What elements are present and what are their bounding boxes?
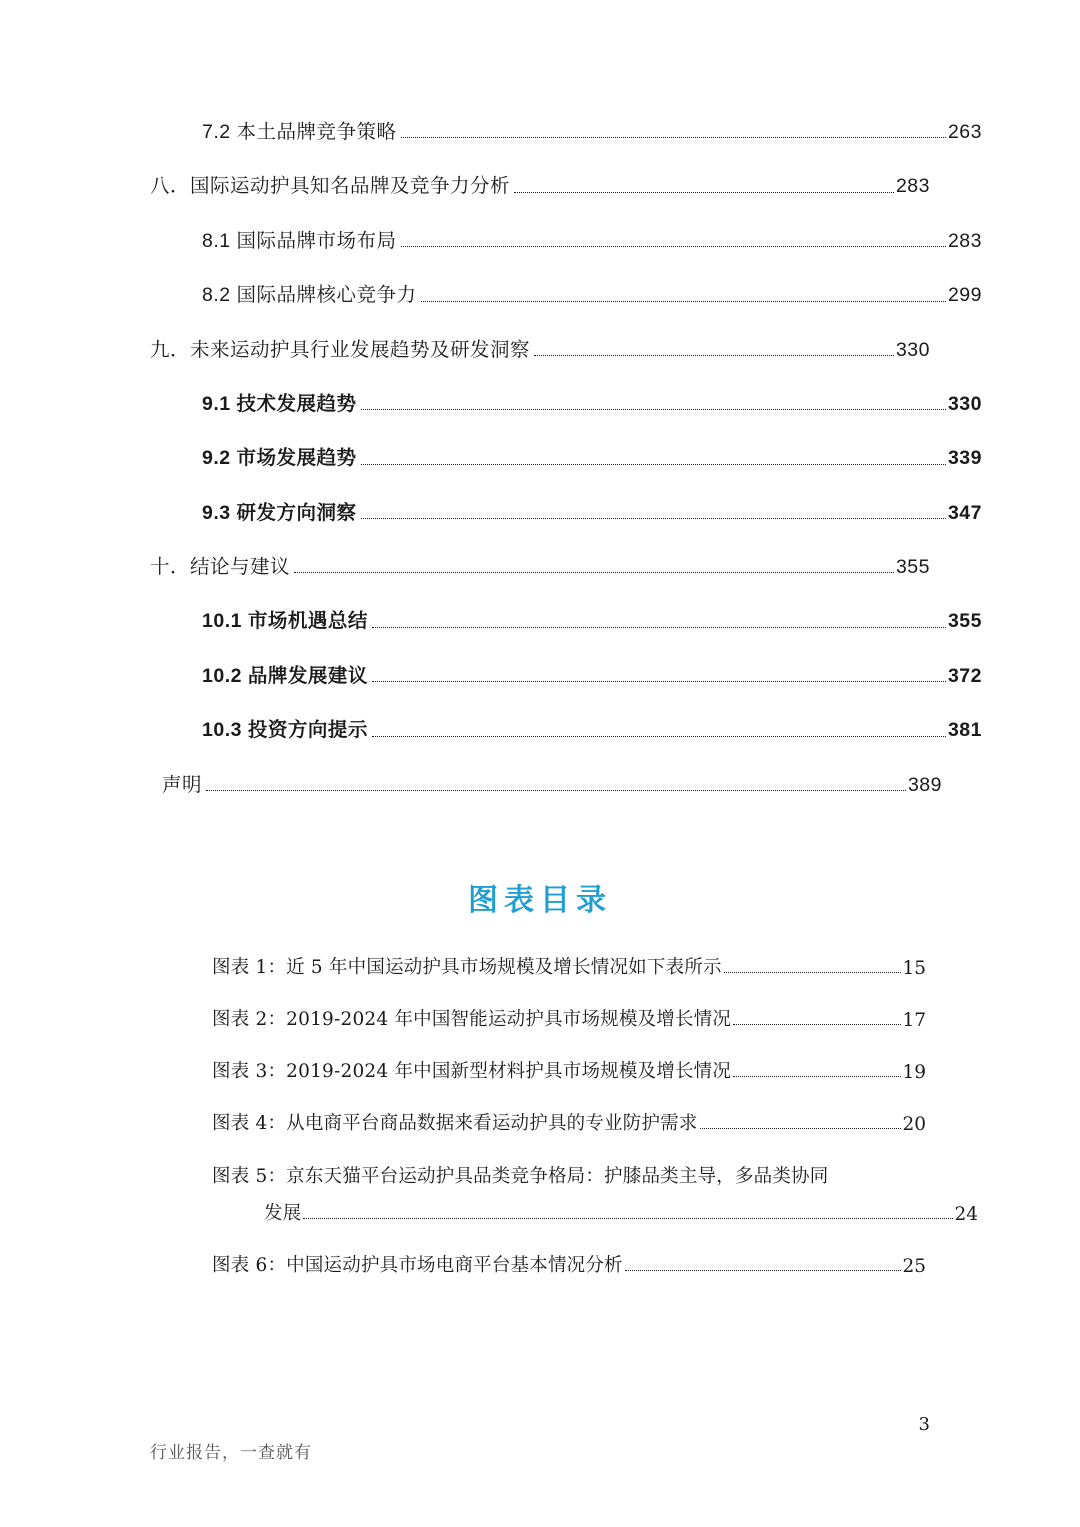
figure-entry-page: 17 — [902, 1009, 926, 1031]
figure-entry-label: 图表 5：京东天猫平台运动护具品类竞争格局：护膝品类主导，多品类协同 — [212, 1165, 829, 1187]
toc-entry-page: 372 — [947, 664, 982, 687]
figure-entry[interactable] — [212, 1109, 926, 1135]
toc-entry[interactable] — [150, 174, 930, 198]
toc-leader-dots — [206, 789, 906, 791]
toc-entry-label: 10.3 投资方向提示 — [202, 719, 368, 742]
figure-entry-label: 图表 1：近 5 年中国运动护具市场规模及增长情况如下表所示 — [212, 956, 722, 978]
toc-entry-page: 299 — [947, 284, 982, 307]
figure-entry[interactable] — [212, 1161, 926, 1193]
figure-entry-continuation[interactable] — [212, 1199, 978, 1225]
figure-entry-page: 24 — [954, 1204, 978, 1226]
toc-entry-label: 声明 — [162, 773, 203, 796]
toc-entry-page: 355 — [947, 610, 982, 633]
toc-entry[interactable] — [150, 338, 930, 362]
figure-entry-page: 19 — [902, 1061, 926, 1083]
toc-entry-page: 263 — [947, 121, 982, 143]
toc-entry-label: 八．国际运动护具知名品牌及竞争力分析 — [150, 175, 511, 198]
toc-entry[interactable] — [150, 392, 982, 416]
toc-entry-page: 389 — [907, 773, 942, 796]
toc-entry-label: 10.1 市场机遇总结 — [202, 610, 368, 633]
toc-entry-label: 9.1 技术发展趋势 — [202, 392, 357, 415]
toc-entry-label: 九．未来运动护具行业发展趋势及研发洞察 — [150, 338, 531, 361]
figure-entry-label: 图表 6：中国运动护具市场电商平台基本情况分析 — [212, 1255, 623, 1277]
toc-entry[interactable] — [150, 446, 982, 470]
toc-entry-page: 283 — [947, 229, 982, 252]
toc-entry-label: 8.1 国际品牌市场布局 — [202, 229, 397, 252]
figure-entry-page: 25 — [902, 1256, 926, 1278]
figure-entry-label-line2: 发展 — [264, 1203, 302, 1225]
figure-entry-label: 图表 4：从电商平台商品数据来看运动护具的专业防护需求 — [212, 1112, 698, 1134]
toc-entry[interactable] — [150, 229, 982, 253]
toc-entry-page: 381 — [947, 719, 982, 742]
toc-entry[interactable] — [150, 120, 982, 144]
figure-leader-dots — [303, 1217, 953, 1219]
toc-entry-page: 330 — [895, 338, 930, 361]
toc-leader-dots — [361, 517, 946, 519]
toc-entry-page: 283 — [895, 175, 930, 198]
footer-note: 行业报告，一查就有 — [150, 1443, 312, 1462]
toc-leader-dots — [514, 191, 894, 193]
toc-entry[interactable] — [150, 664, 982, 688]
toc-entry[interactable] — [150, 283, 982, 307]
toc-leader-dots — [421, 300, 946, 302]
figure-leader-dots — [733, 1023, 901, 1025]
toc-entry[interactable] — [150, 773, 942, 797]
figure-entry-page: 20 — [902, 1113, 926, 1135]
figure-entry-label: 图表 2：2019-2024 年中国智能运动护具市场规模及增长情况 — [212, 1008, 732, 1030]
toc-leader-dots — [401, 245, 946, 247]
toc-entry[interactable] — [150, 718, 982, 742]
toc-entry-page: 355 — [895, 556, 930, 578]
page-number: 3 — [918, 1414, 930, 1435]
toc-leader-dots — [401, 136, 946, 138]
figure-leader-dots — [733, 1075, 901, 1077]
toc-leader-dots — [361, 463, 946, 465]
figure-entry[interactable] — [212, 1057, 926, 1083]
toc-entry-label: 9.2 市场发展趋势 — [202, 447, 357, 470]
toc-leader-dots — [534, 354, 894, 356]
figure-entry-label: 图表 3：2019-2024 年中国新型材料护具市场规模及增长情况 — [212, 1060, 732, 1082]
toc-leader-dots — [372, 626, 946, 628]
toc-entry-page: 330 — [947, 392, 982, 415]
figure-entry[interactable] — [212, 953, 926, 979]
toc-entry-label: 9.3 研发方向洞察 — [202, 501, 357, 524]
toc-entry-page: 347 — [947, 501, 982, 524]
figure-leader-dots — [700, 1127, 902, 1129]
figures-list — [150, 953, 978, 1278]
figure-entry-page: 15 — [902, 957, 926, 979]
toc-leader-dots — [361, 408, 946, 410]
toc-entry-page: 339 — [947, 447, 982, 470]
toc-leader-dots — [294, 571, 894, 573]
toc-entry-label: 十．结论与建议 — [150, 556, 291, 578]
toc-entry[interactable] — [150, 609, 982, 633]
toc-entry-label: 8.2 国际品牌核心竞争力 — [202, 284, 417, 307]
table-of-contents — [150, 120, 982, 797]
figure-entry[interactable] — [212, 1251, 926, 1277]
toc-entry-label: 7.2 本土品牌竞争策略 — [202, 121, 397, 143]
toc-leader-dots — [372, 680, 946, 682]
figure-entry[interactable] — [212, 1005, 926, 1031]
toc-entry[interactable] — [150, 555, 930, 579]
figures-section-title: 图表目录 — [468, 882, 612, 918]
toc-leader-dots — [372, 735, 946, 737]
toc-entry-label: 10.2 品牌发展建议 — [202, 664, 368, 687]
figure-leader-dots — [625, 1269, 902, 1271]
figure-leader-dots — [724, 971, 902, 973]
toc-entry[interactable] — [150, 501, 982, 525]
